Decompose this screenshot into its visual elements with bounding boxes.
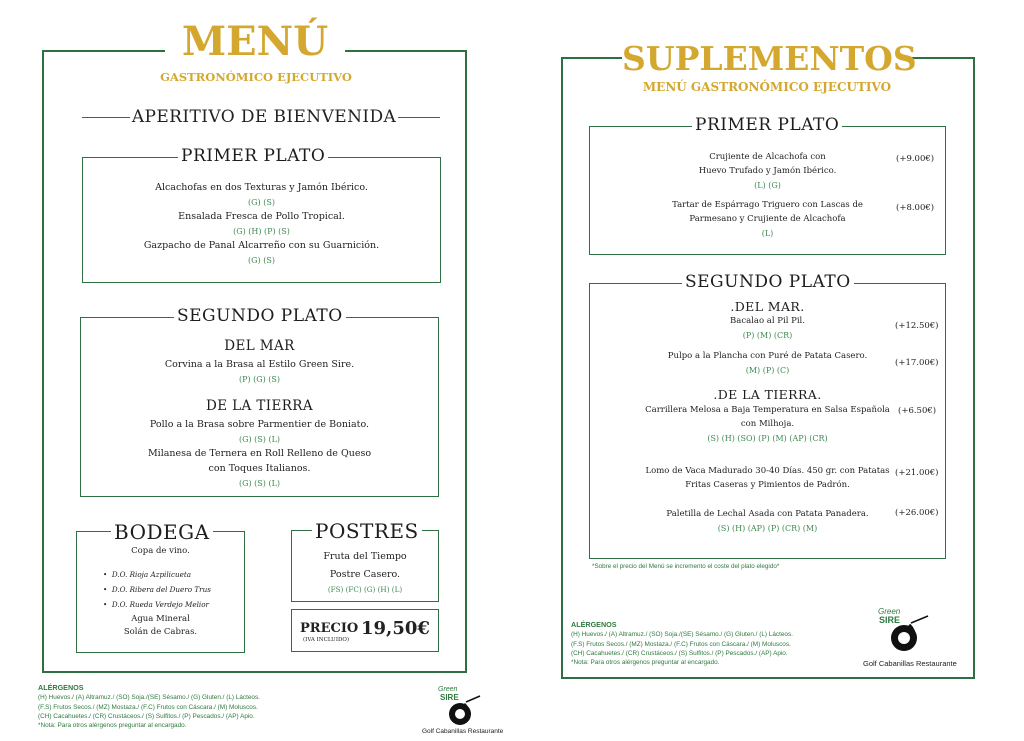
de-la-tierra-subheading: DE LA TIERRA (205, 398, 314, 414)
suplementos-title: SUPLEMENTOS (622, 39, 917, 78)
legend-line: (H) Huevos./ (A) Altramuz./ (SO) Soja./(SE) Sésamo./ (G) Gluten./ (L) Lácteos. (38, 694, 260, 702)
del-mar-subheading: .DEL MAR. (730, 299, 805, 314)
aperitivo-heading: APERITIVO DE BIENVENIDA (131, 107, 397, 127)
bodega-heading: BODEGA (111, 522, 213, 542)
menu-item: Carrillera Melosa a Baja Temperatura en Salsa Española (645, 405, 890, 415)
wine-item: • D.O. Ribera del Duero Trus (103, 585, 211, 594)
menu-item: Gazpacho de Panal Alcarreño con su Guarnición. (143, 240, 380, 251)
wine-name: D.O. Rioja Azpilicueta (111, 570, 192, 579)
del-mar-subheading: DEL MAR (224, 338, 295, 354)
legend-line: (CH) Cacahuetes./ (CR) Crustáceos./ (S) Sulfitos./ (P) Pescados./ (AP) Apio. (38, 713, 255, 720)
allergen-codes: (L) (G) (754, 181, 781, 190)
supplement-price: (+26.00€) (895, 508, 939, 518)
legend-title: ALÉRGENOS (38, 683, 84, 692)
wine-item: • D.O. Rueda Verdejo Melior (103, 600, 209, 609)
wine-name: D.O. Rueda Verdejo Melior (111, 600, 209, 609)
left-segundo-plato-box (80, 306, 439, 497)
precio-label: PRECIO (300, 621, 359, 636)
allergen-codes: (M) (P) (C) (745, 366, 790, 375)
wine-list (103, 567, 211, 612)
wine-name: D.O. Ribera del Duero Trus (111, 585, 211, 594)
bodega-box (76, 520, 245, 653)
right-segundo-plato-heading: SEGUNDO PLATO (682, 274, 854, 291)
menu-item: Paletilla de Lechal Asada con Patata Panadera. (666, 509, 869, 519)
right-allergen-legend (571, 620, 861, 668)
menu-item: Crujiente de Alcachofa con (709, 152, 826, 162)
precio-note: (IVA INCLUIDO) (303, 637, 350, 643)
menu-item: Fritas Caseras y Pimientos de Padrón. (685, 480, 850, 490)
de-la-tierra-subheading: .DE LA TIERRA. (713, 387, 822, 402)
bodega-agua: Agua Mineral (131, 614, 190, 624)
suplementos-subtitle: MENÚ GASTRONÓMICO EJECUTIVO (642, 80, 892, 94)
right-segundo-plato-box (589, 272, 946, 559)
allergen-codes: (G) (S) (248, 256, 275, 265)
supplement-price: (+6.50€) (898, 406, 937, 416)
menu-item: Pulpo a la Plancha con Puré de Patata Casero. (667, 351, 868, 361)
menu-title: MENÚ (165, 22, 345, 62)
supplement-price: (+9.00€) (896, 154, 935, 164)
supplement-price: (+12.50€) (895, 321, 939, 331)
allergen-codes: (G) (S) (L) (239, 479, 280, 488)
postres-box (291, 519, 439, 602)
allergen-codes: (P) (G) (S) (238, 375, 281, 384)
allergen-codes: (G) (H) (P) (S) (233, 227, 290, 236)
left-green-sire-logo (420, 680, 520, 738)
menu-item: con Milhoja. (740, 419, 795, 429)
menu-item: Pollo a la Brasa sobre Parmentier de Boniato. (149, 419, 370, 430)
supplement-price: (+17.00€) (895, 358, 939, 368)
aperitivo-rule-left (82, 117, 130, 118)
allergen-codes: (G) (S) (248, 198, 275, 207)
precio-amount: 19,50€ (361, 618, 430, 639)
legend-line: (F.S) Frutos Secos./ (MZ) Mostaza./ (F.C) Frutos con Cáscara./ (M) Moluscos. (571, 640, 791, 648)
allergen-codes: (G) (S) (L) (239, 435, 280, 444)
menu-item: Fruta del Tiempo (323, 551, 407, 562)
allergen-codes: (FS) (FC) (G) (H) (L) (327, 585, 403, 594)
logo-sire-text: SIRE (879, 615, 901, 625)
legend-line: (H) Huevos./ (A) Altramuz./ (SO) Soja./(SE) Sésamo./ (G) Gluten./ (L) Lácteos. (571, 631, 793, 639)
menu-item: Parmesano y Crujiente de Alcachofa (689, 214, 846, 224)
left-primer-plato-box (82, 146, 441, 283)
right-primer-plato-heading: PRIMER PLATO (692, 117, 842, 134)
bodega-agua-brand: Solán de Cabras. (123, 627, 198, 637)
legend-title: ALÉRGENOS (571, 620, 617, 629)
allergen-codes: (S) (H) (AP) (P) (CR) (M) (717, 524, 818, 533)
logo-sire-text: SIRE (440, 693, 459, 702)
bodega-copa: Copa de vino. (131, 546, 190, 556)
menu-subtitle: GASTRONÓMICO EJECUTIVO (160, 70, 352, 84)
allergen-codes: (L) (761, 229, 774, 238)
menu-item: Ensalada Fresca de Pollo Tropical. (178, 211, 345, 222)
menu-item: Milanesa de Ternera en Roll Relleno de Queso (147, 448, 372, 459)
logo-green-text: Green (878, 607, 901, 616)
menu-item: Corvina a la Brasa al Estilo Green Sire. (164, 359, 355, 370)
menu-item: Lomo de Vaca Madurado 30-40 Días. 450 gr. con Patatas (645, 466, 890, 476)
legend-line: *Nota: Para otros alérgenos preguntar al encargado. (38, 722, 187, 730)
aperitivo-rule-right (398, 117, 440, 118)
logo-caption: Golf Cabanillas Restaurante (863, 659, 957, 668)
supplement-note: *Sobre el precio del Menú se incremento el coste del plato elegido* (592, 563, 780, 570)
allergen-codes: (P) (M) (CR) (742, 331, 793, 340)
supplement-price: (+8.00€) (896, 203, 935, 213)
legend-line: (F.S) Frutos Secos./ (MZ) Mostaza./ (F.C) Frutos con Cáscara./ (M) Moluscos. (38, 703, 258, 711)
menu-item: Postre Casero. (329, 569, 401, 580)
golfer-logo-icon (888, 614, 934, 654)
supplement-price: (+21.00€) (895, 468, 939, 478)
golfer-logo-icon (446, 694, 486, 728)
logo-green-text: Green (438, 686, 458, 693)
postres-heading: POSTRES (312, 521, 422, 541)
menu-item: con Toques Italianos. (208, 463, 311, 474)
precio-box (291, 609, 439, 652)
left-primer-plato-heading: PRIMER PLATO (178, 148, 328, 165)
wine-item: • D.O. Rioja Azpilicueta (103, 570, 192, 579)
menu-item: Huevo Trufado y Jamón Ibérico. (698, 166, 837, 176)
menu-item: Tartar de Espárrago Triguero con Lascas de (672, 200, 863, 210)
right-primer-plato-box (589, 115, 946, 255)
left-segundo-plato-heading: SEGUNDO PLATO (174, 308, 346, 325)
menu-item: Bacalao al Pil Pil. (730, 316, 805, 326)
legend-line: (CH) Cacahuetes./ (CR) Crustáceos./ (S) Sulfitos./ (P) Pescados./ (AP) Apio. (571, 650, 788, 657)
allergen-codes: (S) (H) (SO) (P) (M) (AP) (CR) (707, 434, 828, 443)
right-green-sire-logo (860, 598, 970, 670)
left-allergen-legend (38, 683, 338, 731)
legend-line: *Nota: Para otros alérgenos preguntar al encargado. (571, 659, 720, 667)
logo-caption: Golf Cabanillas Restaurante (422, 728, 504, 735)
menu-item: Alcachofas en dos Texturas y Jamón Ibérico. (155, 182, 368, 193)
